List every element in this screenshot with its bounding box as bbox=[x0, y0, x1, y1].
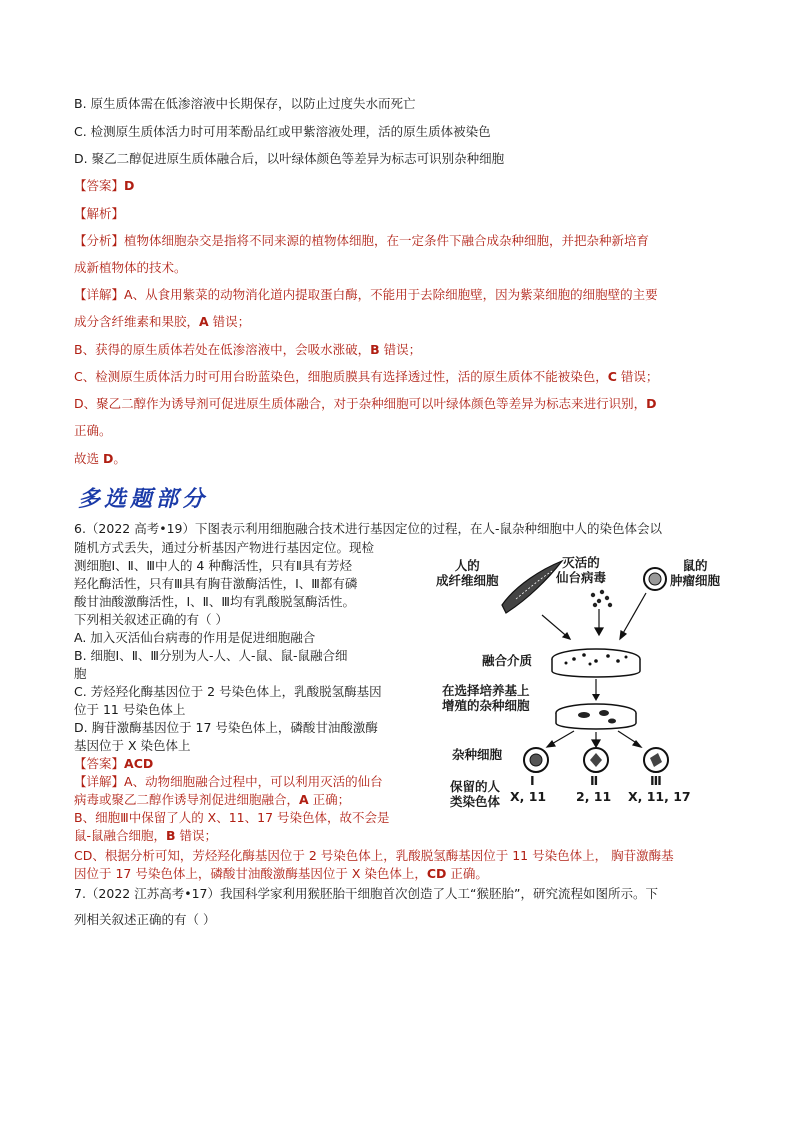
q7-line-1: 7.（2022 江苏高考•17）我国科学家利用猴胚胎干细胞首次创造了人工“猴胚胎”，研究流程如图所示。下 bbox=[74, 886, 658, 901]
cell-label-1: Ⅰ bbox=[530, 773, 535, 788]
fenxi-line-2: 成新植物体的技术。 bbox=[74, 260, 187, 275]
q6-xiangjie-a-1 bbox=[74, 774, 383, 790]
xiangjie-d-line-2: 正确。 bbox=[74, 423, 112, 438]
xiangjie-a-line-1 bbox=[74, 287, 658, 303]
fusion-dish bbox=[552, 649, 640, 677]
q7-line-2: 列相关叙述正确的有（ ） bbox=[74, 912, 216, 927]
selection-dish bbox=[556, 704, 636, 729]
xiangjie-b-line bbox=[74, 342, 421, 358]
d-line1-pre: D、聚乙二醇作为诱导剂可促进原生质体融合，对于杂种细胞可以叶绿体颜色等差异为标志来进行识别， bbox=[74, 396, 647, 411]
conclusion-pre: 故选 bbox=[74, 451, 103, 466]
q6-xj-b2-pre: 鼠-鼠融合细胞， bbox=[74, 828, 167, 843]
conclusion-bold: D bbox=[102, 451, 114, 466]
q6-option-a: A. 加入灭活仙台病毒的作用是促进细胞融合 bbox=[74, 630, 316, 645]
answer-value: D bbox=[124, 178, 135, 193]
q6-xiangjie-b-1: B、细胞Ⅲ中保留了人的 X、11、17 号染色体，故不会是 bbox=[74, 810, 390, 825]
arrows-to-hybrids bbox=[547, 731, 641, 747]
q6-xiangjie-label: 【详解】 bbox=[74, 774, 125, 789]
conclusion-line bbox=[74, 451, 126, 467]
b-line-bold: B bbox=[370, 342, 380, 357]
q6-line-2: 随机方式丢失，通过分析基因产物进行基因定位。现检 bbox=[74, 540, 375, 555]
q6-answer bbox=[74, 756, 153, 772]
option-c-prev: C. 检测原生质体活力时可用苯酚品红或甲紫溶液处理，活的原生质体被染色 bbox=[74, 124, 491, 139]
c-line-bold: C bbox=[607, 369, 617, 384]
label-retained-chromosomes: 保留的人 类染色体 bbox=[450, 779, 501, 809]
d-line1-bold: D bbox=[646, 396, 657, 411]
analysis-label: 【解析】 bbox=[74, 206, 125, 221]
xiangjie-c-line bbox=[74, 369, 658, 385]
q6-option-b-1: B. 细胞Ⅰ、Ⅱ、Ⅲ分别为人-人、人-鼠、鼠-鼠融合细 bbox=[74, 648, 348, 663]
q6-xiangjie-cd-1: CD、根据分析可知，芳烃羟化酶基因位于 2 号染色体上，乳酸脱氢酶基因位于 11 号染色体上， 胸苷激酶基 bbox=[74, 848, 674, 863]
arrow-head-1 bbox=[592, 694, 600, 701]
label-mouse-cell: 鼠的 肿瘤细胞 bbox=[670, 558, 721, 588]
hybrid-cell-1 bbox=[524, 748, 548, 772]
q6-xj-cd2-pre: 因位于 17 号染色体上，磷酸甘油酸激酶基因位于 X 染色体上， bbox=[74, 866, 427, 881]
q6-option-c-2: 位于 11 号染色体上 bbox=[74, 702, 186, 717]
q6-option-c-1: C. 芳烃羟化酶基因位于 2 号染色体上，乳酸脱氢酶基因 bbox=[74, 684, 382, 699]
q6-option-d-1: D. 胸苷激酶基因位于 17 号染色体上，磷酸甘油酸激酶 bbox=[74, 720, 378, 735]
xiangjie-d-line-1 bbox=[74, 396, 657, 412]
label-selective-medium: 在选择培养基上 增殖的杂种细胞 bbox=[442, 683, 530, 713]
q6-line-5: 酸甘油酸激酶活性，Ⅰ、Ⅱ、Ⅲ均有乳酸脱氢酶活性。 bbox=[74, 594, 355, 609]
hybrid-cell-3 bbox=[644, 748, 668, 772]
chromosomes-2: 2, 11 bbox=[576, 789, 612, 804]
label-fusion-medium: 融合介质 bbox=[482, 653, 533, 668]
arrows-to-dish bbox=[542, 593, 646, 639]
label-hybrid-cells: 杂种细胞 bbox=[452, 747, 503, 762]
q6-xj-cd2-post: 正确。 bbox=[446, 866, 488, 881]
fenxi-line-1 bbox=[74, 233, 649, 249]
label-virus: 灭活的 仙台病毒 bbox=[556, 555, 607, 585]
xiangjie-a-text-1: A、从食用紫菜的动物消化道内提取蛋白酶，不能用于去除细胞壁，因为紫菜细胞的细胞壁的主要 bbox=[124, 287, 658, 302]
mouse-tumor-cell bbox=[644, 568, 666, 590]
fenxi-text-1: 植物体细胞杂交是指将不同来源的植物体细胞，在一定条件下融合成杂种细胞，并把杂种新培育 bbox=[124, 233, 650, 248]
answer-label: 【答案】 bbox=[74, 178, 125, 193]
q6-option-b-2: 胞 bbox=[74, 666, 87, 681]
q6-xj-a2-post: 正确； bbox=[308, 792, 351, 807]
q6-xiangjie-b-2 bbox=[74, 828, 217, 844]
cell-fusion-diagram bbox=[424, 555, 724, 810]
b-line-pre: B、获得的原生质体若处在低渗溶液中，会吸水涨破， bbox=[74, 342, 371, 357]
a-line2-bold: A bbox=[199, 314, 209, 329]
label-human-cell: 人的 成纤维细胞 bbox=[436, 558, 499, 588]
option-d-prev: D. 聚乙二醇促进原生质体融合后，以叶绿体颜色等差异为标志可识别杂种细胞 bbox=[74, 151, 505, 166]
human-fibroblast-cell bbox=[502, 561, 562, 613]
q6-xj-a1: A、动物细胞融合过程中，可以利用灭活的仙台 bbox=[124, 774, 383, 789]
cell-label-2: Ⅱ bbox=[590, 773, 599, 788]
conclusion-post: 。 bbox=[113, 451, 126, 466]
a-line2-post: 错误； bbox=[208, 314, 251, 329]
q6-line-6: 下列相关叙述正确的有（ ） bbox=[74, 612, 228, 627]
c-line-post: 错误； bbox=[616, 369, 659, 384]
q6-answer-value: ACD bbox=[124, 756, 154, 771]
q6-answer-label: 【答案】 bbox=[74, 756, 125, 771]
b-line-post: 错误； bbox=[379, 342, 422, 357]
a-line2-pre: 成分含纤维素和果胶， bbox=[74, 314, 200, 329]
chromosomes-3: X, 11, 17 bbox=[628, 789, 691, 804]
q6-xj-a2-bold: A bbox=[299, 792, 309, 807]
xiangjie-label: 【详解】 bbox=[74, 287, 125, 302]
q6-line-4: 羟化酶活性，只有Ⅲ具有胸苷激酶活性，Ⅰ、Ⅲ都有磷 bbox=[74, 576, 358, 591]
q6-xiangjie-a-2 bbox=[74, 792, 350, 808]
xiangjie-a-line-2 bbox=[74, 314, 250, 330]
q6-xj-b2-bold: B bbox=[166, 828, 176, 843]
q6-line-3: 测细胞Ⅰ、Ⅱ、Ⅲ中人的 4 种酶活性，只有Ⅱ具有芳烃 bbox=[74, 558, 353, 573]
q6-xj-b2-post: 错误； bbox=[175, 828, 218, 843]
q6-line-1: 6.（2022 高考•19）下图表示利用细胞融合技术进行基因定位的过程，在人-鼠杂种细胞中人的染色体会以 bbox=[74, 521, 663, 536]
option-b-prev: B. 原生质体需在低渗溶液中长期保存，以防止过度失水而死亡 bbox=[74, 96, 416, 111]
answer-5 bbox=[74, 178, 134, 194]
c-line-pre: C、检测原生质体活力时可用台盼蓝染色，细胞质膜具有选择透过性，活的原生质体不能被染色， bbox=[74, 369, 608, 384]
q6-xj-a2-pre: 病毒或聚乙二醇作诱导剂促进细胞融合， bbox=[74, 792, 300, 807]
hybrid-cell-2 bbox=[584, 748, 608, 772]
chromosomes-1: X, 11 bbox=[510, 789, 547, 804]
section-title: 多选题部分 bbox=[78, 486, 209, 512]
fenxi-label: 【分析】 bbox=[74, 233, 125, 248]
virus-icon bbox=[591, 590, 612, 607]
q6-xj-cd2-bold: CD bbox=[426, 866, 447, 881]
q6-option-d-2: 基因位于 X 染色体上 bbox=[74, 738, 191, 753]
cell-label-3: Ⅲ bbox=[650, 773, 662, 788]
q6-xiangjie-cd-2 bbox=[74, 866, 488, 882]
